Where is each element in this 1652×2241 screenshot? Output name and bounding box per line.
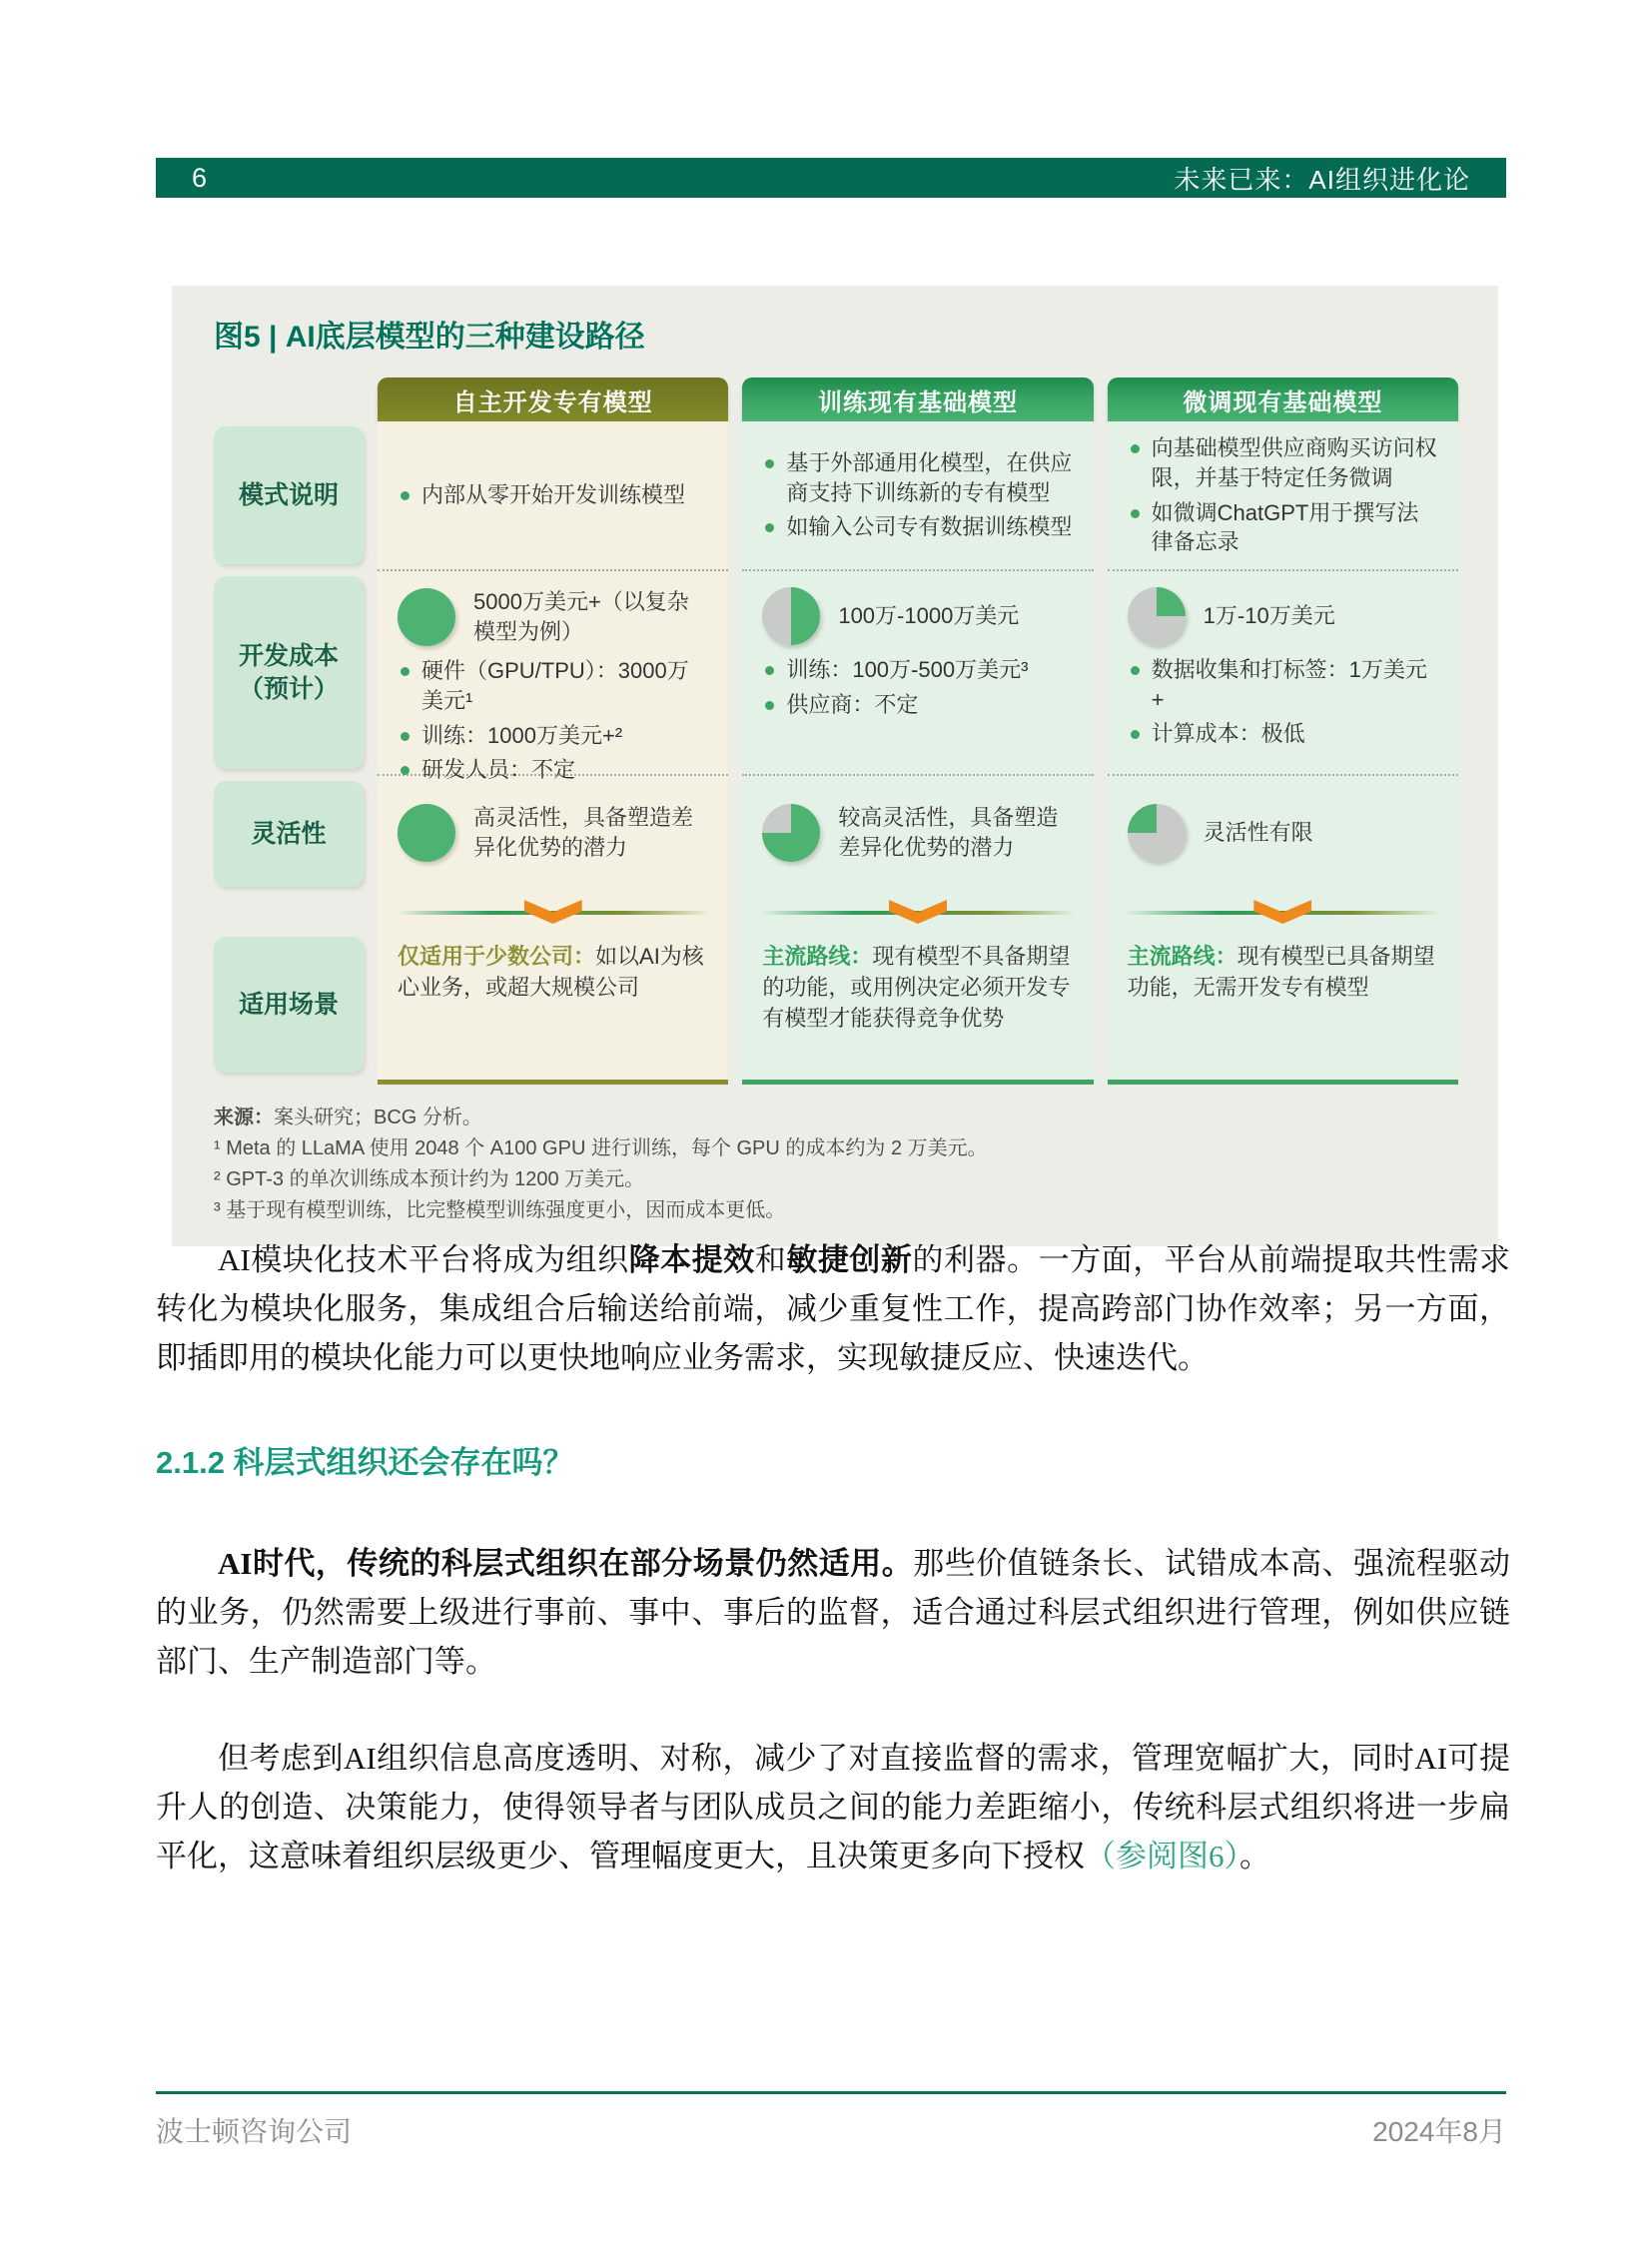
bullet: 供应商：不定 bbox=[762, 690, 1073, 720]
cell-scenario-col2 bbox=[742, 932, 1093, 1080]
paragraph-1 bbox=[156, 1236, 1510, 1383]
scenario-lead: 主流路线： bbox=[1127, 944, 1238, 969]
cell-scenario-col3 bbox=[1108, 932, 1458, 1080]
pie-quarter-icon bbox=[1128, 587, 1186, 645]
cost-headline: 1万-10万美元 bbox=[1203, 603, 1335, 629]
scenario-text: 如以AI为核心业务，或超大规模公司 bbox=[398, 944, 704, 1000]
pie-full-icon bbox=[398, 804, 455, 862]
bullet: 研发人员：不定 bbox=[398, 755, 708, 785]
figure-5-panel bbox=[172, 286, 1498, 1246]
bullet: 如输入公司专有数据训练模型 bbox=[762, 512, 1073, 542]
scenario-lead: 主流路线： bbox=[762, 944, 873, 969]
section-heading-212: 2.1.2 科层式组织还会存在吗？ bbox=[156, 1444, 574, 1480]
cost-headline: 100万-1000万美元 bbox=[838, 603, 1020, 629]
column-finetune-existing bbox=[1108, 377, 1458, 1085]
column-header-finetune-existing: 微调现有基础模型 bbox=[1108, 377, 1458, 421]
source-label: 来源： bbox=[214, 1107, 274, 1128]
p3-text: 。 bbox=[1239, 1838, 1270, 1873]
cell-cost-col1 bbox=[378, 571, 728, 783]
row-label-cost: 开发成本（预计） bbox=[214, 576, 364, 769]
paragraph-2 bbox=[156, 1540, 1510, 1687]
page-footer bbox=[156, 2091, 1506, 2150]
bullet: 向基础模型供应商购买访问权限，并基于特定任务微调 bbox=[1128, 433, 1438, 492]
arrow-divider bbox=[742, 894, 1093, 932]
cell-mode-col2 bbox=[742, 421, 1093, 571]
flexibility-text: 灵活性有限 bbox=[1203, 820, 1313, 846]
body-text bbox=[156, 1236, 1510, 1881]
footnote-1: ¹ Meta 的 LLaMA 使用 2048 个 A100 GPU 进行训练，每个 GPU 的成本约为 2 万美元。 bbox=[214, 1137, 988, 1159]
paragraph-3 bbox=[156, 1735, 1510, 1881]
bullet: 训练：1000万美元+² bbox=[398, 721, 708, 751]
pie-full-icon bbox=[398, 588, 455, 646]
scenario-text: 现有模型不具备期望的功能，或用例决定必须开发专有模型才能获得竞争优势 bbox=[762, 944, 1071, 1031]
cell-flexibility-col1 bbox=[378, 776, 728, 894]
p1-text: AI模块化技术平台将成为组织 bbox=[218, 1242, 629, 1277]
flexibility-text: 高灵活性，具备塑造差异化优势的潜力 bbox=[473, 805, 694, 860]
figure-notes bbox=[214, 1103, 1458, 1226]
scenario-text: 现有模型已具备期望功能，无需开发专有模型 bbox=[1127, 944, 1435, 1000]
p1-text: 和 bbox=[754, 1242, 787, 1277]
document-title: 未来已来：AI组织进化论 bbox=[1174, 164, 1470, 195]
p3-text: 但考虑到AI组织信息高度透明、对称，减少了对直接监督的需求，管理宽幅扩大，同时AI可提升人的创造、决策能力，使得领导者与团队成员之间的能力差距缩小，传统科层式组织将进一步扁平化，这意味着组织层级更少、管理幅度更大，且决策更多向下授权 bbox=[156, 1740, 1510, 1873]
cell-mode-col1 bbox=[378, 421, 728, 571]
footer-date: 2024年8月 bbox=[1372, 2116, 1506, 2147]
source-line bbox=[214, 1103, 1458, 1133]
flexibility-text: 较高灵活性，具备塑造差异化优势的潜力 bbox=[838, 805, 1059, 860]
cell-mode-col3 bbox=[1108, 421, 1458, 571]
column-header-self-developed: 自主开发专有模型 bbox=[378, 377, 728, 421]
label-spacer bbox=[214, 377, 364, 421]
footnote-2: ² GPT-3 的单次训练成本预计约为 1200 万美元。 bbox=[214, 1168, 645, 1190]
row-label-column bbox=[214, 377, 364, 1085]
row-label-mode: 模式说明 bbox=[214, 426, 364, 564]
bullet: 基于外部通用化模型，在供应商支持下训练新的专有模型 bbox=[762, 448, 1073, 507]
source-text: 案头研究；BCG 分析。 bbox=[274, 1107, 482, 1128]
cell-cost-col2 bbox=[742, 571, 1093, 776]
bullet: 内部从零开始开发训练模型 bbox=[398, 480, 708, 510]
scenario-lead: 仅适用于少数公司： bbox=[398, 944, 596, 969]
p1-bold-2: 敏捷创新 bbox=[786, 1242, 913, 1277]
cell-scenario-col1 bbox=[378, 932, 728, 1080]
bullet: 数据收集和打标签：1万美元+ bbox=[1128, 655, 1438, 714]
bullet: 训练：100万-500万美元³ bbox=[762, 655, 1073, 685]
p2-bold-lead: AI时代，传统的科层式组织在部分场景仍然适用。 bbox=[218, 1545, 914, 1581]
pie-half-icon bbox=[762, 587, 820, 645]
cell-flexibility-col2 bbox=[742, 776, 1093, 894]
column-train-existing bbox=[742, 377, 1093, 1085]
p2-text: 那些价值链条长、试错成本高、强流程驱动的业务，仍然需要上级进行事前、事中、事后的监督，适合通过科层式组织进行管理，例如供应链部门、生产制造部门等。 bbox=[156, 1545, 1510, 1679]
bullet: 计算成本：极低 bbox=[1128, 719, 1438, 749]
pie-quarter-icon bbox=[1128, 804, 1186, 862]
p1-text: 的利器。一方面，平台从前端提取共性需求转化为模块化服务，集成组合后输送给前端，减少重复性工作，提高跨部门协作效率；另一方面，即插即用的模块化能力可以更快地响应业务需求，实现敏捷反应、快速迭代。 bbox=[156, 1242, 1511, 1375]
pie-three-quarter-icon bbox=[762, 804, 820, 862]
bullet: 如微调ChatGPT用于撰写法律备忘录 bbox=[1128, 498, 1438, 557]
page-number: 6 bbox=[192, 162, 208, 193]
figure-6-reference-link[interactable]: （参阅图6） bbox=[1085, 1838, 1239, 1873]
cost-headline: 5000万美元+（以复杂模型为例） bbox=[473, 589, 689, 644]
p1-bold-1: 降本提效 bbox=[628, 1242, 755, 1277]
figure-table bbox=[214, 377, 1458, 1085]
cell-flexibility-col3 bbox=[1108, 776, 1458, 894]
row-label-scenario: 适用场景 bbox=[214, 937, 364, 1073]
arrow-divider bbox=[1108, 894, 1458, 932]
column-self-developed bbox=[378, 377, 728, 1085]
bullet: 硬件（GPU/TPU）：3000万美元¹ bbox=[398, 656, 708, 715]
page-header-bar bbox=[156, 158, 1506, 198]
footnote-3: ³ 基于现有模型训练，比完整模型训练强度更小，因而成本更低。 bbox=[214, 1199, 786, 1221]
footer-company: 波士顿咨询公司 bbox=[156, 2116, 353, 2147]
arrow-divider bbox=[378, 894, 728, 932]
cell-cost-col3 bbox=[1108, 571, 1458, 776]
column-header-train-existing: 训练现有基础模型 bbox=[742, 377, 1093, 421]
figure-title: 图5 | AI底层模型的三种建设路径 bbox=[214, 321, 645, 354]
row-label-flexibility: 灵活性 bbox=[214, 781, 364, 887]
